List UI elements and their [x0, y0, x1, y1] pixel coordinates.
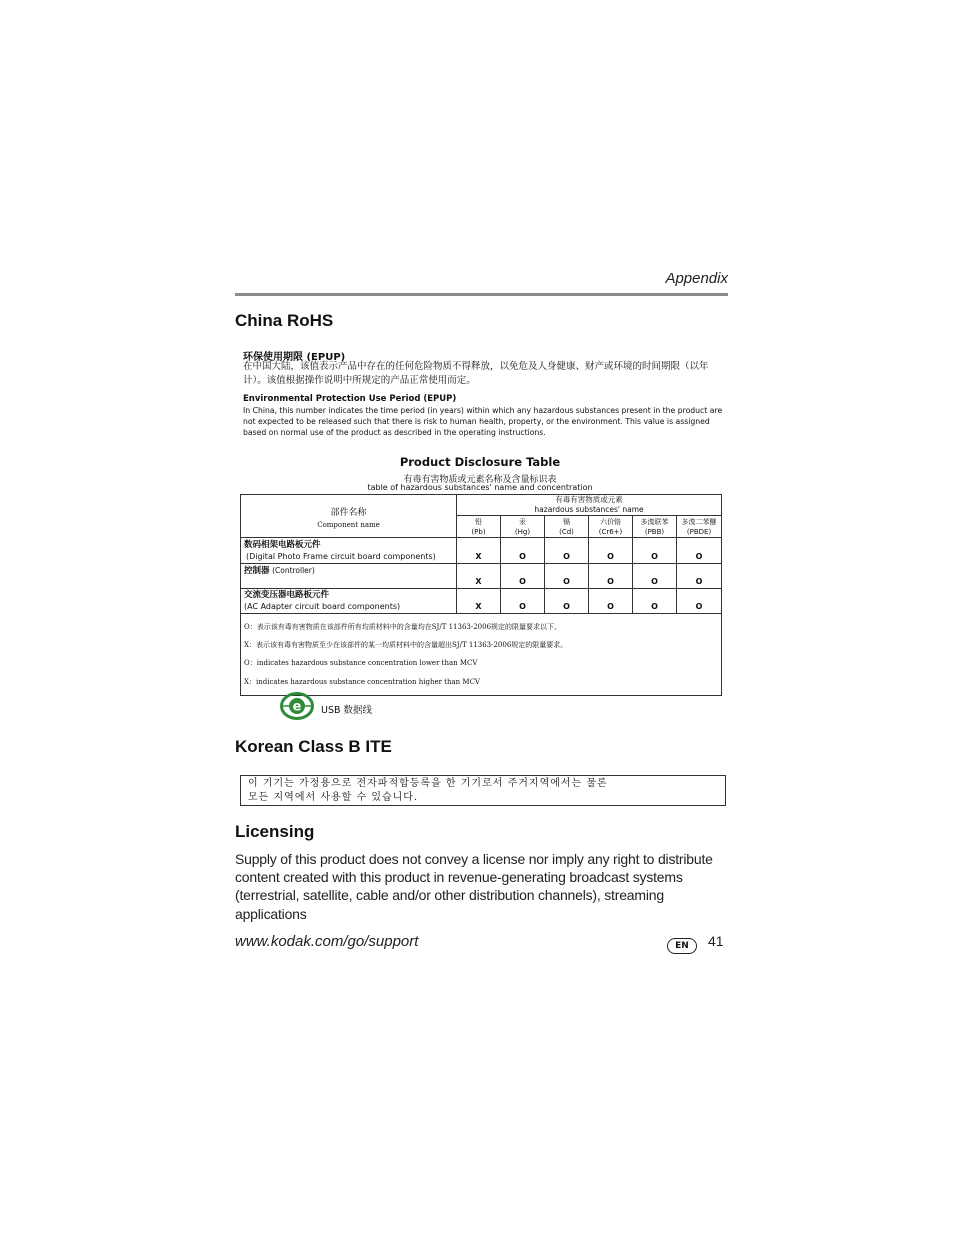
component-name-en: (Digital Photo Frame circuit board components) — [246, 551, 436, 561]
china-rohs-heading: China RoHS — [235, 311, 334, 330]
table-row — [241, 589, 722, 614]
table-row — [241, 564, 722, 589]
mark-cell: O — [677, 564, 722, 589]
substance-cell — [545, 516, 589, 538]
mark-cell: X — [457, 589, 501, 614]
substance-cn: 多溴二苯醚 — [681, 517, 717, 526]
substance-code: (Hg) — [514, 527, 531, 536]
substance-code: (PBDE) — [686, 527, 712, 536]
disclosure-table-subtitle-cn: 有毒有害物质或元素名称及含量标识表 — [403, 475, 557, 485]
mark-cell: O — [501, 589, 545, 614]
mark-cell: O — [589, 538, 633, 564]
component-name-cn: 数码相架电路板元件 — [244, 539, 321, 550]
substance-code: (Cr6+) — [598, 527, 623, 536]
korean-notice — [248, 777, 718, 805]
licensing-heading: Licensing — [235, 822, 315, 841]
component-cell — [241, 538, 457, 564]
substance-code: (PBB) — [644, 527, 665, 536]
epup-title-cn: 环保使用期限 (EPUP) — [243, 352, 346, 363]
disclosure-table-title: Product Disclosure Table — [399, 455, 561, 469]
substance-code: (Cd) — [559, 527, 574, 536]
support-url: www.kodak.com/go/support — [235, 933, 419, 950]
substance-header-cn: 有毒有害物质或元素 — [555, 495, 623, 504]
mark-cell: O — [633, 538, 677, 564]
mark-cell: O — [545, 538, 589, 564]
korean-line-1: 이 기기는 가정용으로 전자파적합등록을 한 기기로서 주거지역에서는 물론 — [248, 778, 608, 789]
note-line: X：表示该有毒有害物质至少在该部件的某一均质材料中的含量超出SJ/T 11363-2006规定的限量要求。 — [244, 641, 568, 650]
component-name-en: (AC Adapter circuit board components) — [244, 602, 401, 611]
epup-text-en: In China, this number indicates the time period (in years) within which any hazardous substances present in the product are not expected to be released such that there is risk to human health, property, or the environment. This value is assigned based on normal use of the product as described in the operating instructions. — [243, 406, 723, 438]
note-line: O：表示该有毒有害物质在该部件所有均质材料中的含量均在SJ/T 11363-2006规定的限量要求以下。 — [244, 623, 562, 631]
epup-logo-icon — [280, 692, 314, 720]
korean-heading: Korean Class B ITE — [235, 737, 392, 756]
component-name-cn: 控制器 — [244, 566, 270, 576]
substance-code: (Pb) — [471, 527, 486, 536]
mark-cell: O — [633, 589, 677, 614]
language-badge: EN — [667, 938, 697, 954]
mark-cell: O — [501, 538, 545, 564]
table-header-row — [241, 495, 722, 516]
disclosure-table — [240, 494, 722, 696]
epup-title-en: Environmental Protection Use Period (EPUP) — [243, 394, 457, 404]
substance-cell — [633, 516, 677, 538]
note-line: X：indicates hazardous substance concentration higher than MCV — [244, 677, 480, 686]
disclosure-table-subtitle-en: table of hazardous substances' name and concentration — [367, 483, 593, 492]
page-number: 41 — [708, 933, 724, 949]
notes-cell — [241, 614, 722, 696]
substance-cell — [589, 516, 633, 538]
epup-logo-letter: e — [292, 699, 302, 715]
component-cell — [241, 589, 457, 614]
substance-header — [457, 495, 722, 516]
component-name-en: (Controller) — [272, 566, 315, 575]
substance-cell — [677, 516, 722, 538]
mark-cell: X — [457, 564, 501, 589]
component-header-cn: 部件名称 — [330, 508, 367, 518]
component-name-cn: 交流变压器电路板元件 — [244, 590, 330, 600]
note-line: O：indicates hazardous substance concentration lower than MCV — [244, 659, 478, 668]
mark-cell: X — [457, 538, 501, 564]
section-label: Appendix — [665, 270, 728, 287]
mark-cell: O — [677, 538, 722, 564]
epup-text-cn: 在中国大陆，该值表示产品中存在的任何危险物质不得释放，以免危及人身健康、财产或环境的时间期限（以年计）。该值根据操作说明中所规定的产品正常使用而定。 — [243, 361, 709, 386]
mark-cell: O — [633, 564, 677, 589]
header-rule — [235, 293, 728, 296]
licensing-body: Supply of this product does not convey a license nor imply any right to distribute content created with this product in revenue-generating broadcast systems (terrestrial, satellite, cable and/or other distribution channels), streaming applications — [235, 851, 713, 922]
table-row — [241, 538, 722, 564]
substance-cell — [501, 516, 545, 538]
usb-cable-label: USB 数据线 — [321, 705, 373, 716]
mark-cell: O — [589, 589, 633, 614]
substance-header-en: hazardous substances' name — [534, 505, 644, 514]
substance-cn: 镉 — [563, 517, 570, 526]
mark-cell: O — [589, 564, 633, 589]
substance-cell — [457, 516, 501, 538]
notes-row — [241, 614, 722, 696]
substance-cn: 多溴联苯 — [640, 517, 669, 526]
mark-cell: O — [501, 564, 545, 589]
substance-cn: 铅 — [475, 517, 482, 526]
mark-cell: O — [545, 589, 589, 614]
component-header — [241, 495, 457, 538]
substance-cn: 汞 — [519, 517, 526, 526]
substance-cn: 六价铬 — [600, 517, 621, 526]
component-cell — [241, 564, 457, 589]
component-header-en: Component name — [317, 521, 380, 529]
korean-line-2: 모든 지역에서 사용할 수 있습니다. — [248, 792, 419, 803]
mark-cell: O — [677, 589, 722, 614]
mark-cell: O — [545, 564, 589, 589]
